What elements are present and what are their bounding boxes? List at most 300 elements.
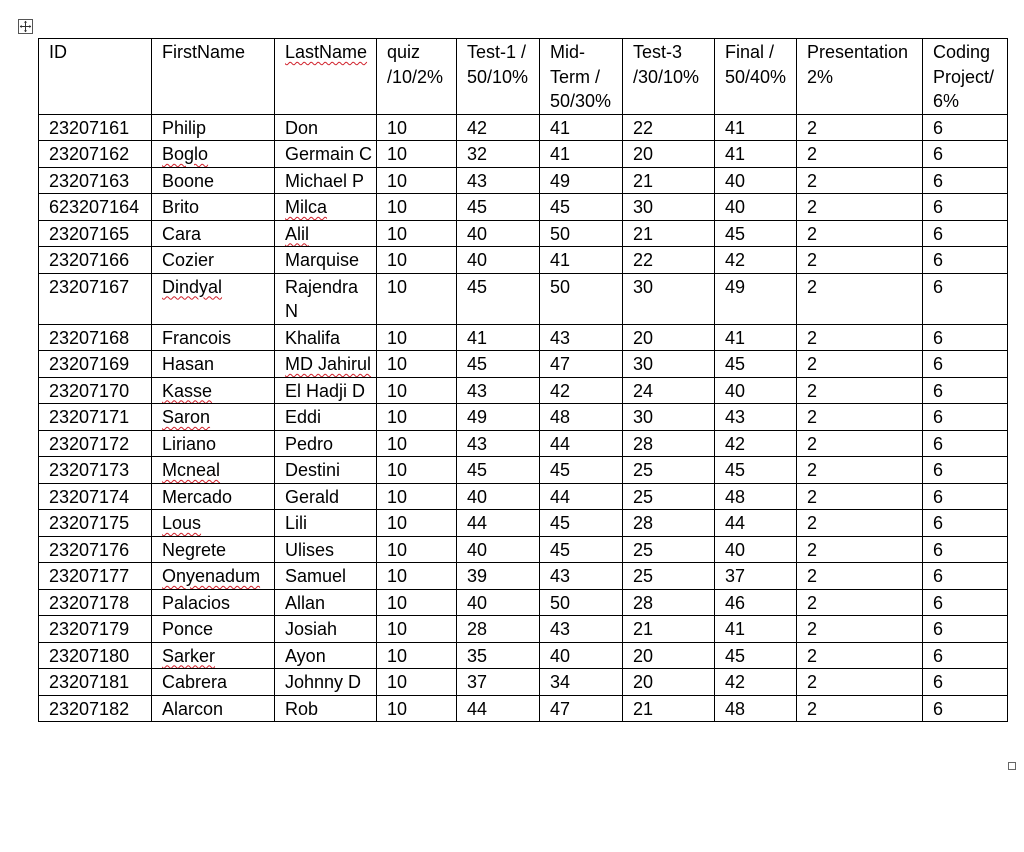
cell-text: 21: [633, 698, 654, 719]
table-cell: [275, 430, 377, 457]
table-cell: [152, 589, 275, 616]
table-header: [39, 39, 1008, 115]
table-cell: [377, 404, 457, 431]
column-header: [152, 39, 275, 115]
table-cell: [457, 167, 540, 194]
cell-text: 44: [725, 513, 746, 533]
table-cell: [540, 167, 623, 194]
table-row: [39, 273, 1008, 324]
table-cell: [623, 695, 715, 722]
cell-text: 40: [725, 170, 746, 191]
table-cell: [797, 247, 923, 274]
table-cell: [152, 510, 275, 537]
cell-text: 25: [633, 486, 654, 507]
table-cell: [923, 377, 1008, 404]
table-row: [39, 536, 1008, 563]
table-cell: [275, 669, 377, 696]
table-cell: [39, 589, 152, 616]
cell-text: 23207181: [49, 672, 130, 692]
cell-text: 6: [933, 645, 944, 666]
table-cell: [540, 510, 623, 537]
table-cell: [797, 510, 923, 537]
table-cell: [377, 536, 457, 563]
cell-text: 2: [807, 223, 818, 244]
cell-text: 25: [633, 566, 654, 586]
cell-text: 10: [387, 170, 408, 191]
table-cell: [377, 430, 457, 457]
table-cell: [623, 141, 715, 168]
table-cell: [39, 141, 152, 168]
table-row: [39, 324, 1008, 351]
cell-text: 48: [725, 698, 746, 719]
cell-text: 2: [807, 170, 818, 191]
cell-text: 23207172: [49, 433, 130, 454]
table-cell: [275, 616, 377, 643]
cell-text: 40: [467, 223, 488, 244]
column-header: [540, 39, 623, 115]
table-cell: [540, 141, 623, 168]
cell-text: 6: [933, 539, 944, 560]
table-cell: [923, 404, 1008, 431]
table-cell: [540, 430, 623, 457]
cell-text: Milca: [285, 197, 328, 217]
cell-text: 10: [387, 407, 408, 427]
table-cell: [923, 510, 1008, 537]
cell-text: 34: [550, 672, 571, 692]
cell-text: 20: [633, 672, 654, 692]
cell-text: 20: [633, 645, 654, 666]
table-cell: [39, 194, 152, 221]
table-cell: [275, 220, 377, 247]
cell-text: 25: [633, 539, 654, 560]
cell-text: Allan: [285, 592, 326, 613]
cell-text: El Hadji D: [285, 380, 366, 401]
table-cell: [457, 377, 540, 404]
cell-text: 2: [807, 197, 818, 217]
table-cell: [39, 483, 152, 510]
cell-text: 2: [807, 592, 818, 613]
column-header-label: Test-1 / 50/10%: [467, 42, 529, 87]
table-cell: [540, 536, 623, 563]
column-header-label: Test-3 /30/10%: [633, 42, 700, 87]
table-cell: [152, 457, 275, 484]
table-cell: [540, 247, 623, 274]
cell-text: 2: [807, 250, 818, 270]
table-cell: [715, 536, 797, 563]
table-cell: [275, 483, 377, 510]
table-cell: [152, 324, 275, 351]
cell-text: Mcneal: [162, 460, 221, 480]
cell-text: 10: [387, 619, 408, 639]
cell-text: Dindyal: [162, 276, 223, 297]
table-cell: [540, 695, 623, 722]
cell-text: Rajendra N: [285, 276, 359, 321]
cell-text: Lili: [285, 513, 308, 533]
cell-text: Don: [285, 117, 319, 138]
cell-text: 23207169: [49, 354, 130, 374]
table-cell: [275, 563, 377, 590]
table-cell: [457, 695, 540, 722]
table-row: [39, 616, 1008, 643]
cell-text: 21: [633, 619, 654, 639]
table-cell: [923, 483, 1008, 510]
table-cell: [923, 669, 1008, 696]
column-header: [457, 39, 540, 115]
table-cell: [623, 273, 715, 324]
table-cell: [715, 589, 797, 616]
table-row: [39, 430, 1008, 457]
table-cell: [715, 167, 797, 194]
table-cell: [923, 563, 1008, 590]
cell-text: 40: [467, 592, 488, 613]
cell-text: 43: [467, 380, 488, 401]
cell-text: 45: [467, 460, 488, 480]
cell-text: 39: [467, 566, 488, 586]
table-cell: [715, 563, 797, 590]
cell-text: 40: [725, 197, 746, 217]
cell-text: 28: [467, 619, 488, 639]
table-cell: [275, 114, 377, 141]
table-cell: [39, 247, 152, 274]
cell-text: 10: [387, 144, 408, 164]
table-cell: [377, 563, 457, 590]
table-cell: [797, 167, 923, 194]
cell-text: 10: [387, 354, 408, 374]
table-cell: [39, 114, 152, 141]
table-cell: [457, 536, 540, 563]
cell-text: 40: [467, 539, 488, 560]
table-cell: [39, 510, 152, 537]
table-cell: [797, 589, 923, 616]
cell-text: 6: [933, 327, 944, 348]
table-cell: [39, 404, 152, 431]
table-cell: [540, 351, 623, 378]
cell-text: 49: [725, 276, 746, 297]
cell-text: 6: [933, 380, 944, 401]
table-cell: [457, 430, 540, 457]
table-row: [39, 167, 1008, 194]
table-cell: [457, 669, 540, 696]
table-cell: [797, 695, 923, 722]
table-cell: [377, 167, 457, 194]
cell-text: 41: [467, 327, 488, 348]
cell-text: 45: [550, 197, 571, 217]
cell-text: Boglo: [162, 144, 209, 164]
cell-text: 44: [467, 513, 488, 533]
table-cell: [540, 114, 623, 141]
cell-text: 10: [387, 223, 408, 244]
cell-text: 23207177: [49, 566, 130, 586]
cell-text: 28: [633, 592, 654, 613]
table-cell: [715, 642, 797, 669]
cell-text: 28: [633, 433, 654, 454]
table-row: [39, 351, 1008, 378]
cell-text: 42: [725, 672, 746, 692]
table-cell: [275, 404, 377, 431]
table-cell: [457, 404, 540, 431]
column-header-label: LastName: [285, 42, 368, 62]
table-row: [39, 247, 1008, 274]
table-cell: [797, 536, 923, 563]
cell-text: 2: [807, 539, 818, 560]
table-cell: [923, 194, 1008, 221]
table-cell: [152, 616, 275, 643]
cell-text: 50: [550, 276, 571, 297]
cell-text: 10: [387, 539, 408, 560]
table-cell: [715, 377, 797, 404]
table-cell: [797, 430, 923, 457]
table-row: [39, 642, 1008, 669]
table-cell: [39, 536, 152, 563]
cell-text: MD Jahirul: [285, 354, 372, 374]
table-cell: [923, 273, 1008, 324]
cell-text: 45: [550, 513, 571, 533]
table-cell: [797, 616, 923, 643]
table-cell: [457, 273, 540, 324]
cell-text: Khalifa: [285, 327, 341, 348]
cell-text: 25: [633, 460, 654, 480]
table-cell: [39, 669, 152, 696]
column-header: [377, 39, 457, 115]
cell-text: 23207168: [49, 327, 130, 348]
cell-text: 41: [725, 144, 746, 164]
cell-text: 2: [807, 144, 818, 164]
cell-text: 2: [807, 117, 818, 138]
cell-text: 40: [725, 380, 746, 401]
table-cell: [377, 324, 457, 351]
table-cell: [457, 589, 540, 616]
cell-text: Rob: [285, 698, 319, 719]
cell-text: 10: [387, 486, 408, 507]
cell-text: 46: [725, 592, 746, 613]
table-cell: [797, 194, 923, 221]
cell-text: Onyenadum: [162, 566, 261, 586]
table-cell: [377, 194, 457, 221]
cell-text: Saron: [162, 407, 211, 427]
table-cell: [457, 642, 540, 669]
table-cell: [540, 404, 623, 431]
table-cell: [540, 377, 623, 404]
table-cell: [152, 351, 275, 378]
cell-text: 44: [467, 698, 488, 719]
cell-text: Cabrera: [162, 672, 228, 692]
cell-text: 22: [633, 250, 654, 270]
cell-text: 23207165: [49, 223, 130, 244]
table-row: [39, 404, 1008, 431]
cell-text: 40: [467, 250, 488, 270]
cell-text: 45: [550, 460, 571, 480]
table-cell: [623, 220, 715, 247]
cell-text: 47: [550, 698, 571, 719]
cell-text: 42: [467, 117, 488, 138]
table-cell: [797, 404, 923, 431]
cell-text: 2: [807, 486, 818, 507]
table-cell: [377, 377, 457, 404]
table-cell: [715, 616, 797, 643]
cell-text: 48: [725, 486, 746, 507]
column-header-label: Mid-Term / 50/30%: [550, 42, 612, 111]
cell-text: 2: [807, 276, 818, 297]
table-cell: [275, 247, 377, 274]
cell-text: Negrete: [162, 539, 227, 560]
cell-text: 6: [933, 672, 944, 692]
table-cell: [540, 324, 623, 351]
table-body: [39, 114, 1008, 722]
cell-text: 6: [933, 433, 944, 454]
table-cell: [275, 457, 377, 484]
table-cell: [623, 616, 715, 643]
table-cell: [715, 430, 797, 457]
cell-text: Germain C: [285, 144, 373, 164]
cell-text: 45: [725, 354, 746, 374]
cell-text: 623207164: [49, 197, 140, 217]
cell-text: 23207173: [49, 460, 130, 480]
cell-text: 6: [933, 566, 944, 586]
cell-text: 6: [933, 197, 944, 217]
table-cell: [457, 483, 540, 510]
cell-text: 43: [550, 566, 571, 586]
table-move-handle[interactable]: [18, 19, 33, 34]
table-cell: [797, 563, 923, 590]
cell-text: 10: [387, 327, 408, 348]
cell-text: Ayon: [285, 645, 326, 666]
cell-text: 6: [933, 460, 944, 480]
move-arrows-icon: [19, 20, 32, 33]
cell-text: 40: [725, 539, 746, 560]
cell-text: Samuel: [285, 566, 347, 586]
table-cell: [152, 563, 275, 590]
column-header: [39, 39, 152, 115]
cell-text: 30: [633, 197, 654, 217]
table-cell: [715, 457, 797, 484]
table-cell: [377, 351, 457, 378]
table-cell: [39, 377, 152, 404]
table-row: [39, 457, 1008, 484]
cell-text: 45: [467, 354, 488, 374]
cell-text: 6: [933, 486, 944, 507]
cell-text: Marquise: [285, 250, 360, 270]
table-cell: [923, 220, 1008, 247]
cell-text: 10: [387, 566, 408, 586]
table-cell: [623, 642, 715, 669]
column-header-label: FirstName: [162, 42, 246, 62]
cell-text: 44: [550, 486, 571, 507]
table-cell: [797, 324, 923, 351]
table-cell: [797, 114, 923, 141]
cell-text: 2: [807, 645, 818, 666]
table-cell: [457, 220, 540, 247]
table-cell: [275, 141, 377, 168]
cell-text: 6: [933, 276, 944, 297]
table-cell: [377, 616, 457, 643]
table-cell: [457, 351, 540, 378]
cell-text: Pedro: [285, 433, 334, 454]
cell-text: 45: [725, 223, 746, 244]
table-cell: [623, 114, 715, 141]
cell-text: Kasse: [162, 380, 213, 401]
cell-text: 6: [933, 117, 944, 138]
table-cell: [457, 194, 540, 221]
table-cell: [377, 141, 457, 168]
cell-text: 37: [725, 566, 746, 586]
cell-text: 22: [633, 117, 654, 138]
table-cell: [623, 404, 715, 431]
table-row: [39, 563, 1008, 590]
table-cell: [39, 563, 152, 590]
table-cell: [923, 324, 1008, 351]
cell-text: Hasan: [162, 354, 215, 374]
table-row: [39, 510, 1008, 537]
table-row: [39, 589, 1008, 616]
table-cell: [39, 430, 152, 457]
table-cell: [923, 351, 1008, 378]
cell-text: 40: [467, 486, 488, 507]
table-cell: [152, 114, 275, 141]
cell-text: 10: [387, 513, 408, 533]
table-cell: [275, 695, 377, 722]
cell-text: 45: [467, 276, 488, 297]
table-row: [39, 141, 1008, 168]
cell-text: Michael P: [285, 170, 365, 191]
table-cell: [715, 273, 797, 324]
cell-text: 23207175: [49, 513, 130, 533]
cell-text: 30: [633, 276, 654, 297]
table-cell: [457, 247, 540, 274]
table-cell: [152, 220, 275, 247]
table-cell: [152, 273, 275, 324]
table-cell: [377, 220, 457, 247]
table-cell: [377, 695, 457, 722]
table-cell: [457, 510, 540, 537]
table-cell: [623, 457, 715, 484]
table-cell: [377, 589, 457, 616]
cell-text: 45: [467, 197, 488, 217]
cell-text: 23207180: [49, 645, 130, 666]
table-cell: [457, 141, 540, 168]
table-cell: [715, 324, 797, 351]
table-cell: [923, 642, 1008, 669]
table-cell: [152, 483, 275, 510]
table-resize-handle[interactable]: [1008, 762, 1016, 770]
table-cell: [715, 351, 797, 378]
table-cell: [623, 483, 715, 510]
table-cell: [623, 430, 715, 457]
cell-text: Johnny D: [285, 672, 362, 692]
column-header: [923, 39, 1008, 115]
column-header-label: quiz /10/2%: [387, 42, 444, 87]
cell-text: 41: [725, 327, 746, 348]
cell-text: 50: [550, 592, 571, 613]
table-cell: [540, 589, 623, 616]
table-cell: [377, 642, 457, 669]
table-cell: [457, 563, 540, 590]
cell-text: 10: [387, 380, 408, 401]
table-cell: [275, 194, 377, 221]
cell-text: 41: [550, 250, 571, 270]
table-cell: [923, 616, 1008, 643]
table-cell: [39, 273, 152, 324]
table-cell: [623, 167, 715, 194]
cell-text: 42: [725, 250, 746, 270]
cell-text: 2: [807, 619, 818, 639]
column-header: [797, 39, 923, 115]
table-cell: [715, 695, 797, 722]
cell-text: 20: [633, 327, 654, 348]
table-cell: [152, 642, 275, 669]
table-row: [39, 695, 1008, 722]
table-cell: [377, 247, 457, 274]
cell-text: 10: [387, 592, 408, 613]
